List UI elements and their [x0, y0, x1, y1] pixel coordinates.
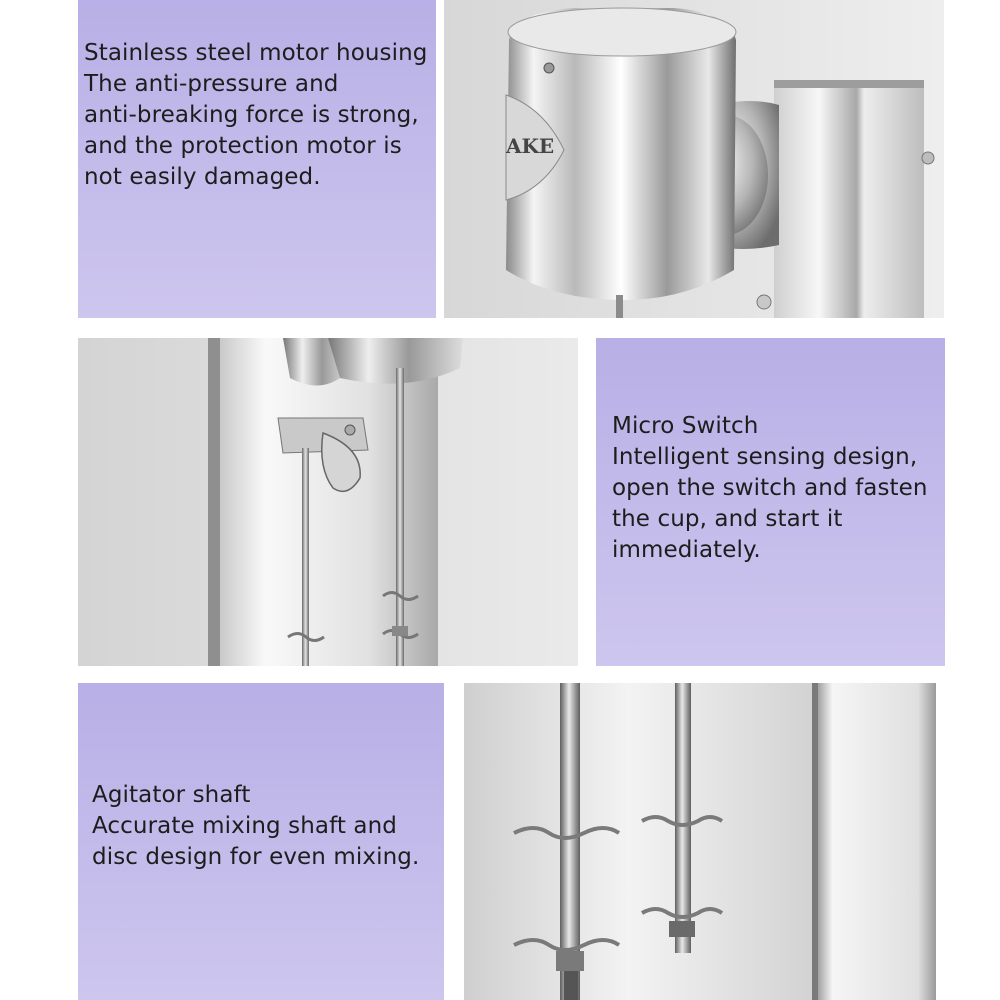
- motor-housing-illustration: [444, 0, 944, 318]
- feature-line: anti-breaking force is strong,: [84, 102, 419, 128]
- motor-label-text: AKE: [506, 134, 555, 158]
- feature-line: not easily damaged.: [84, 164, 321, 190]
- feature-title: Stainless steel motor housing: [84, 40, 428, 66]
- feature-title: Micro Switch: [612, 413, 759, 439]
- feature-line: the cup, and start it: [612, 506, 843, 532]
- feature-panel-micro-switch: [596, 338, 945, 666]
- feature-text-motor-housing: [84, 38, 434, 193]
- agitator-shaft-photo: [464, 683, 936, 1000]
- feature-line: The anti-pressure and: [84, 71, 339, 97]
- feature-panel-agitator-shaft: [78, 683, 444, 1000]
- feature-line: open the switch and fasten: [612, 475, 928, 501]
- feature-line: Intelligent sensing design,: [612, 444, 918, 470]
- feature-line: disc design for even mixing.: [92, 844, 420, 870]
- feature-text-agitator-shaft: [92, 780, 442, 873]
- motor-housing-photo: [444, 0, 944, 318]
- feature-line: and the protection motor is: [84, 133, 402, 159]
- feature-line: immediately.: [612, 537, 761, 563]
- feature-line: Accurate mixing shaft and: [92, 813, 397, 839]
- micro-switch-illustration: [78, 338, 578, 666]
- feature-panel-motor-housing: [78, 0, 436, 318]
- feature-title: Agitator shaft: [92, 782, 251, 808]
- micro-switch-photo: [78, 338, 578, 666]
- feature-text-micro-switch: [612, 411, 942, 566]
- agitator-shaft-illustration: [464, 683, 936, 1000]
